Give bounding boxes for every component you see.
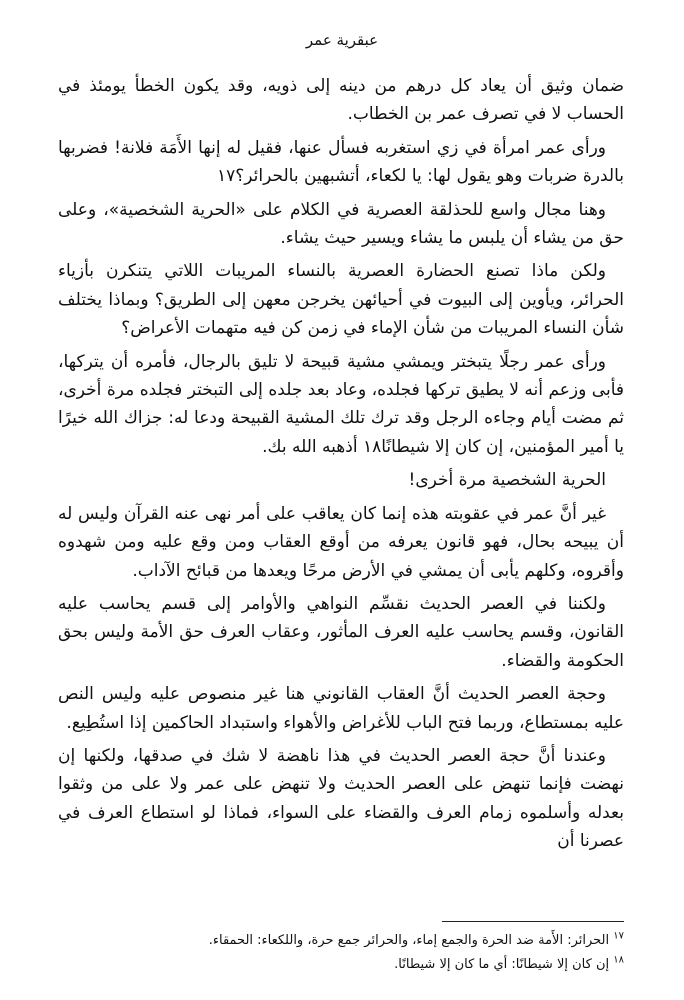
footnote-number: ١٧ xyxy=(613,930,624,942)
paragraph-freedom-again: الحرية الشخصية مرة أخرى! xyxy=(408,470,606,491)
paragraph-modern-division: ولكننا في العصر الحديث نقسِّم النواهي والأوامر إلى قسم يحاسب عليه القانون، وقسم يحاسب عليه العرف المأثور، وعقاب العرف حق الأمة وليس بحق الحكومة والقضاء. xyxy=(58,593,624,671)
footnote-divider xyxy=(442,921,624,922)
paragraph-strutting-man: ورأى عمر رجلًا يتبختر ويمشي مشية قبيحة لا تليق بالرجال، فأمره أن يتركها، فأبى وزعم أنه لا يطيق تركها فجلده، وعاد بعد جلده إلى التبختر فجلده مرة أخرى، ثم مضت أيام وجاءه الرجل وقد ترك تلك المشية القبيحة ودعا له: جزاك الله خيرًا يا أمير المؤمنين، إن كان إلا شيطانًا١٨ أذهبه الله بك. xyxy=(58,351,624,457)
paragraph-umar-slave-woman: ورأى عمر امرأة في زي استغربه فسأل عنها، فقيل له إنها الأَمَة فلانة! فضربها بالدرة ضربات وهو يقول لها: يا لكعاء، أتشبهين بالحرائر؟١٧ xyxy=(58,137,624,187)
footnotes xyxy=(58,929,624,977)
body-text xyxy=(58,72,624,861)
footnote-text: الحرائر: الأَمة ضد الحرة والجمع إماء، والحرائر جمع حرة، واللكعاء: الحمقاء. xyxy=(208,933,610,948)
running-header: عبقرية عمر xyxy=(305,31,379,49)
footnote-18 xyxy=(58,953,624,977)
paragraph-modern-argument: وحجة العصر الحديث أنَّ العقاب القانوني هنا غير منصوص عليه وليس النص عليه بمستطاع، وربما فتح الباب للأغراض والأهواء واستبداد الحاكمين إذا استُطِيع. xyxy=(58,684,624,733)
paragraph-our-view: وعندنا أنَّ حجة العصر الحديث في هذا ناهضة لا شك في صدقها، ولكنها إن نهضت فإنما تنهض على العصر الحديث ولا تنهض على عمر ولا على من وثقوا بعدله وأسلموه زمام العرف والقضاء على السواء، فماذا لو استطاع العرف في عصرنا أن xyxy=(58,745,624,852)
paragraph-quranic-law: غير أنَّ عمر في عقوبته هذه إنما كان يعاقب على أمر نهى عنه القرآن وليس له أن يبيحه بحال، فهو قانون يعرفه من أوقع العقاب ومن وقع عليه ومن شهدوه وأقروه، وكلهم يأبى أن يمشي في الأرض مرحًا ويعدها من قبائح الآداب. xyxy=(58,503,624,581)
footnote-17 xyxy=(58,929,624,953)
paragraph-modern-civilization: ولكن ماذا تصنع الحضارة العصرية بالنساء المريبات اللاتي يتنكرن بأزياء الحرائر، ويأوين إلى البيوت في أحيائهن يخرجن معهن إلى الطريق؟ وبماذا يختلف شأن النساء المريبات من شأن الإماء في زمن كن فيه متهمات الأعراض؟ xyxy=(58,261,624,339)
footnote-number: ١٨ xyxy=(613,954,624,966)
footnote-text: إن كان إلا شيطانًا: أي ما كان إلا شيطانًا. xyxy=(394,957,610,972)
paragraph-personal-freedom: وهنا مجال واسع للحذلقة العصرية في الكلام على «الحرية الشخصية»، وعلى حق من يشاء أن يلبس ما يشاء ويسير حيث يشاء. xyxy=(58,199,624,249)
paragraph-continuation: ضمان وثيق أن يعاد كل درهم من دينه إلى ذويه، وقد يكون الخطأ يومئذ في الحساب لا في تصرف عمر بن الخطاب. xyxy=(58,76,624,125)
